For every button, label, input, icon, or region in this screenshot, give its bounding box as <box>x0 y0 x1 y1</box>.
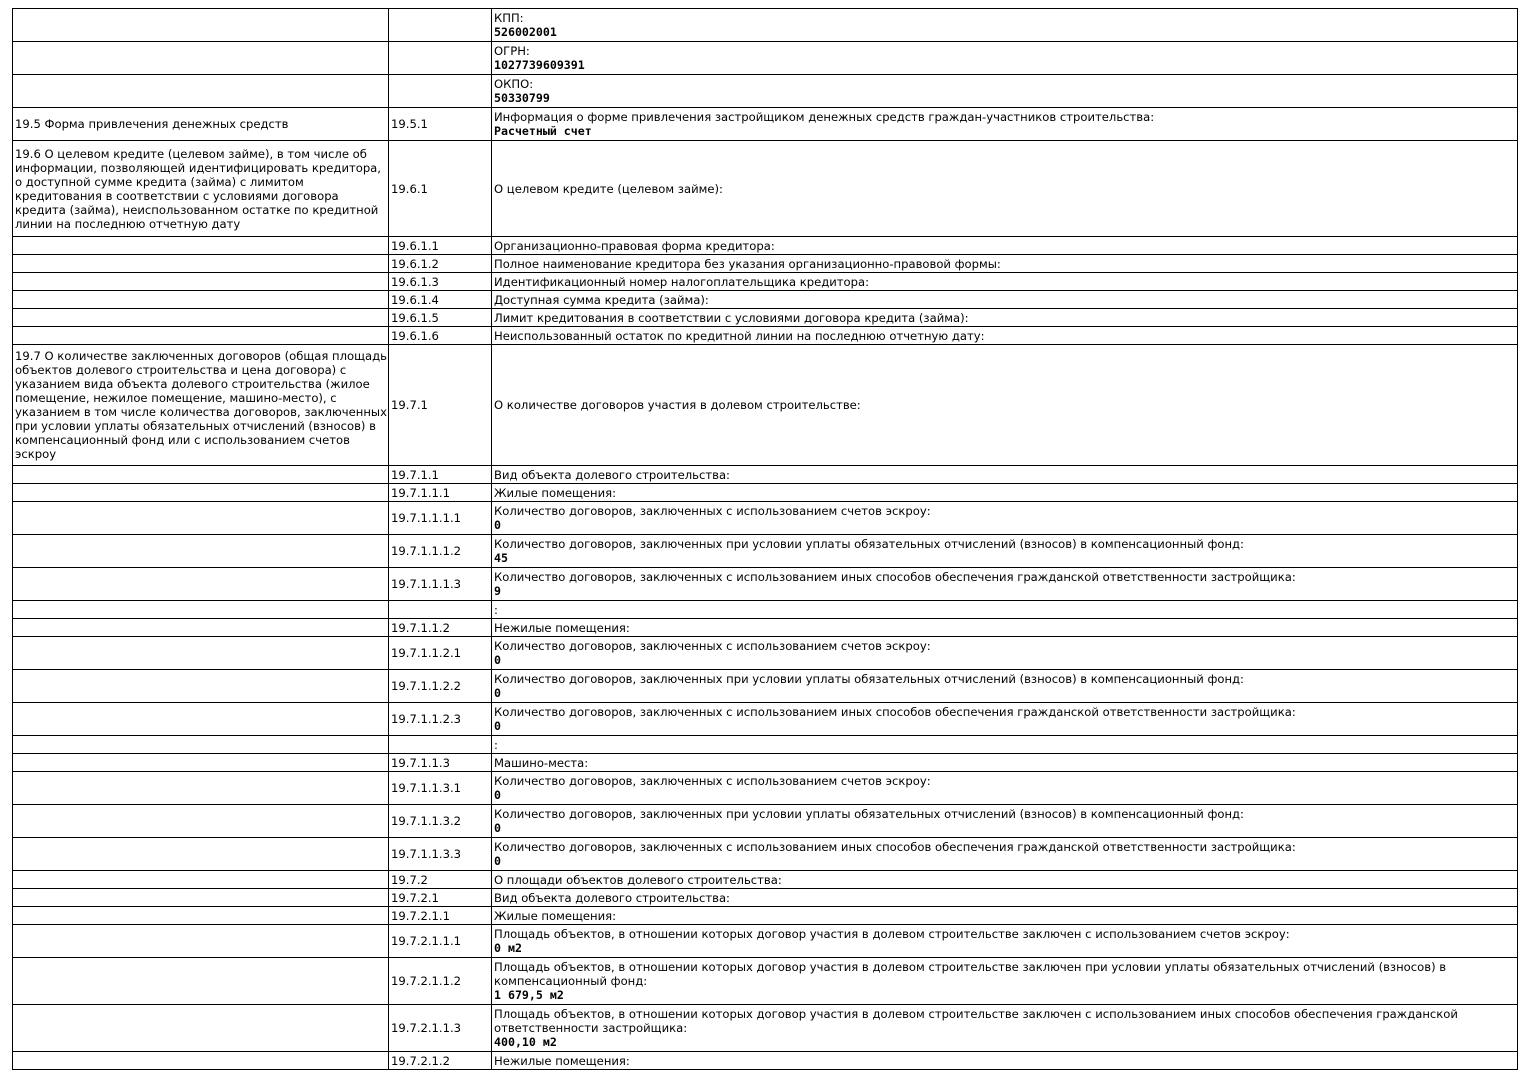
code-cell: 19.6.1.1 <box>389 237 492 255</box>
table-row <box>13 466 1518 484</box>
code-cell: 19.7.1.1.2.3 <box>389 703 492 736</box>
field-cell <box>492 466 1518 484</box>
code-cell: 19.6.1.3 <box>389 273 492 291</box>
table-row <box>13 838 1518 871</box>
field-cell <box>492 345 1518 466</box>
table-row <box>13 291 1518 309</box>
code-cell: 19.6.1.4 <box>389 291 492 309</box>
section-cell <box>13 75 389 108</box>
field-cell <box>492 754 1518 772</box>
table-row <box>13 327 1518 345</box>
code-cell: 19.7.1.1.3 <box>389 754 492 772</box>
field-label: Площадь объектов, в отношении которых договор участия в долевом строительстве заключен с использованием иных способов обеспечения гражданской ответственности застройщика: <box>494 1007 1458 1035</box>
field-cell <box>492 805 1518 838</box>
field-cell <box>492 568 1518 601</box>
field-cell <box>492 484 1518 502</box>
field-label: Информация о форме привлечения застройщиком денежных средств граждан-участников строительства: <box>494 110 1155 124</box>
field-value: 9 <box>494 584 501 598</box>
table-row <box>13 345 1518 466</box>
section-cell <box>13 309 389 327</box>
section-cell <box>13 754 389 772</box>
code-cell <box>389 736 492 754</box>
field-cell <box>492 535 1518 568</box>
section-cell <box>13 1005 389 1052</box>
field-value: 45 <box>494 551 508 565</box>
field-value: 0 <box>494 653 501 667</box>
field-label: Площадь объектов, в отношении которых договор участия в долевом строительстве заключен при условии уплаты обязательных отчислений (взносов) в компенсационный фонд: <box>494 960 1447 988</box>
field-cell <box>492 502 1518 535</box>
field-label: Площадь объектов, в отношении которых договор участия в долевом строительстве заключен с использованием счетов эскроу: <box>494 927 1290 941</box>
section-cell <box>13 568 389 601</box>
table-row <box>13 958 1518 1005</box>
table-row <box>13 141 1518 237</box>
field-value: 0 <box>494 854 501 868</box>
field-value: 1 679,5 м2 <box>494 988 564 1002</box>
code-cell: 19.7.1.1.3.3 <box>389 838 492 871</box>
table-row <box>13 255 1518 273</box>
field-label: Количество договоров, заключенных с использованием счетов эскроу: <box>494 774 931 788</box>
field-cell <box>492 925 1518 958</box>
table-body <box>13 9 1518 1070</box>
section-cell <box>13 736 389 754</box>
field-cell <box>492 601 1518 619</box>
table-row <box>13 237 1518 255</box>
field-label: Жилые помещения: <box>494 908 617 923</box>
field-cell <box>492 309 1518 327</box>
table-row <box>13 75 1518 108</box>
section-cell <box>13 273 389 291</box>
field-label: Количество договоров, заключенных при условии уплаты обязательных отчислений (взносов) в компенсационный фонд: <box>494 807 1244 821</box>
code-cell: 19.7.1 <box>389 345 492 466</box>
section-cell <box>13 925 389 958</box>
section-cell <box>13 805 389 838</box>
field-label: Количество договоров, заключенных с использованием счетов эскроу: <box>494 504 931 518</box>
field-label: Жилые помещения: <box>494 485 617 500</box>
section-cell <box>13 703 389 736</box>
field-cell <box>492 1005 1518 1052</box>
field-label: О количестве договоров участия в долевом строительстве: <box>494 398 861 412</box>
field-value: 0 <box>494 518 501 532</box>
table-row <box>13 619 1518 637</box>
field-value: 0 <box>494 686 501 700</box>
code-cell: 19.7.1.1.1.1 <box>389 502 492 535</box>
section-cell: 19.5 Форма привлечения денежных средств <box>13 108 389 141</box>
field-cell <box>492 108 1518 141</box>
table-row <box>13 1052 1518 1070</box>
field-label: Количество договоров, заключенных при условии уплаты обязательных отчислений (взносов) в компенсационный фонд: <box>494 537 1244 551</box>
field-value: 0 <box>494 788 501 802</box>
field-label: Количество договоров, заключенных с использованием счетов эскроу: <box>494 639 931 653</box>
field-cell <box>492 907 1518 925</box>
table-row <box>13 1005 1518 1052</box>
section-cell <box>13 255 389 273</box>
code-cell: 19.6.1.6 <box>389 327 492 345</box>
field-value: 400,10 м2 <box>494 1035 557 1049</box>
table-row <box>13 484 1518 502</box>
table-row <box>13 535 1518 568</box>
field-value: 0 <box>494 821 501 835</box>
section-cell <box>13 291 389 309</box>
disclosure-table <box>12 8 1518 1070</box>
field-value: Расчетный счет <box>494 124 592 138</box>
code-cell: 19.6.1.5 <box>389 309 492 327</box>
field-cell <box>492 703 1518 736</box>
section-cell: 19.6 О целевом кредите (целевом займе), в том числе об информации, позволяющей идентифицировать кредитора, о доступной сумме кредита (займа) с лимитом кредитования в соответствии с условиями договора кредита (займа), неиспользованном остатке по кредитной линии на последнюю отчетную дату <box>13 141 389 237</box>
code-cell: 19.7.2.1.1.1 <box>389 925 492 958</box>
field-cell <box>492 42 1518 75</box>
section-cell <box>13 670 389 703</box>
code-cell <box>389 9 492 42</box>
section-cell <box>13 237 389 255</box>
field-label: Доступная сумма кредита (займа): <box>494 292 709 307</box>
table-row <box>13 871 1518 889</box>
code-cell: 19.7.2.1 <box>389 889 492 907</box>
section-cell <box>13 42 389 75</box>
code-cell: 19.7.2.1.1.3 <box>389 1005 492 1052</box>
section-cell <box>13 502 389 535</box>
field-cell <box>492 255 1518 273</box>
table-row <box>13 273 1518 291</box>
field-cell <box>492 327 1518 345</box>
field-cell <box>492 291 1518 309</box>
code-cell: 19.6.1.2 <box>389 255 492 273</box>
section-cell <box>13 484 389 502</box>
section-cell <box>13 637 389 670</box>
code-cell: 19.7.1.1.3.2 <box>389 805 492 838</box>
table-row <box>13 108 1518 141</box>
section-cell <box>13 958 389 1005</box>
table-row <box>13 736 1518 754</box>
table-row <box>13 805 1518 838</box>
code-cell: 19.5.1 <box>389 108 492 141</box>
code-cell: 19.7.1.1.2 <box>389 619 492 637</box>
field-cell <box>492 619 1518 637</box>
field-label: ОГРН: <box>494 44 530 58</box>
field-label: О площади объектов долевого строительства: <box>494 872 782 887</box>
field-label: Машино-места: <box>494 755 589 770</box>
section-cell <box>13 466 389 484</box>
field-label: Количество договоров, заключенных с использованием иных способов обеспечения гражданской ответственности застройщика: <box>494 840 1296 854</box>
section-cell <box>13 327 389 345</box>
field-cell <box>492 1052 1518 1070</box>
code-cell: 19.7.2.1.2 <box>389 1052 492 1070</box>
field-cell <box>492 141 1518 237</box>
field-label: Вид объекта долевого строительства: <box>494 467 730 482</box>
section-cell <box>13 619 389 637</box>
field-cell <box>492 871 1518 889</box>
table-row <box>13 601 1518 619</box>
field-label: Полное наименование кредитора без указания организационно-правовой формы: <box>494 256 1001 271</box>
field-cell <box>492 958 1518 1005</box>
section-cell <box>13 1052 389 1070</box>
code-cell: 19.7.2.1.1 <box>389 907 492 925</box>
code-cell: 19.7.1.1.1 <box>389 484 492 502</box>
section-cell <box>13 9 389 42</box>
code-cell <box>389 42 492 75</box>
code-cell: 19.7.1.1.2.2 <box>389 670 492 703</box>
field-label: Организационно-правовая форма кредитора: <box>494 238 775 253</box>
code-cell: 19.7.1.1.3.1 <box>389 772 492 805</box>
table-row <box>13 754 1518 772</box>
section-cell: 19.7 О количестве заключенных договоров (общая площадь объектов долевого строительства и цена договора) с указанием вида объекта долевого строительства (жилое помещение, нежилое помещение, машино-место), с указанием в том числе количества договоров, заключенных при условии уплаты обязательных отчислений (взносов) в компенсационный фонд или с использованием счетов эскроу <box>13 345 389 466</box>
field-cell <box>492 9 1518 42</box>
field-value: 1027739609391 <box>494 58 585 72</box>
field-label: : <box>494 602 498 617</box>
code-cell: 19.7.1.1 <box>389 466 492 484</box>
field-value: 526002001 <box>494 25 557 39</box>
table-row <box>13 907 1518 925</box>
field-value: 50330799 <box>494 91 550 105</box>
field-label: КПП: <box>494 11 524 25</box>
code-cell <box>389 601 492 619</box>
table-row <box>13 670 1518 703</box>
field-label: О целевом кредите (целевом займе): <box>494 181 723 196</box>
section-cell <box>13 601 389 619</box>
field-label: Нежилые помещения: <box>494 620 630 635</box>
field-label: Вид объекта долевого строительства: <box>494 890 730 905</box>
table-row <box>13 502 1518 535</box>
table-row <box>13 772 1518 805</box>
field-label: Нежилые помещения: <box>494 1053 630 1068</box>
table-row <box>13 925 1518 958</box>
field-cell <box>492 237 1518 255</box>
field-cell <box>492 637 1518 670</box>
code-cell: 19.7.2.1.1.2 <box>389 958 492 1005</box>
table-row <box>13 889 1518 907</box>
field-label: : <box>494 737 498 752</box>
field-cell <box>492 889 1518 907</box>
field-cell <box>492 736 1518 754</box>
section-cell <box>13 907 389 925</box>
code-cell: 19.7.1.1.1.3 <box>389 568 492 601</box>
field-label: Количество договоров, заключенных с использованием иных способов обеспечения гражданской ответственности застройщика: <box>494 570 1296 584</box>
field-label: Неиспользованный остаток по кредитной линии на последнюю отчетную дату: <box>494 328 985 343</box>
code-cell: 19.6.1 <box>389 141 492 237</box>
field-value: 0 м2 <box>494 941 522 955</box>
code-cell: 19.7.1.1.1.2 <box>389 535 492 568</box>
table-row <box>13 637 1518 670</box>
field-value: 0 <box>494 719 501 733</box>
code-cell: 19.7.1.1.2.1 <box>389 637 492 670</box>
table-row <box>13 568 1518 601</box>
section-cell <box>13 535 389 568</box>
field-cell <box>492 75 1518 108</box>
section-cell <box>13 889 389 907</box>
field-cell <box>492 273 1518 291</box>
code-cell: 19.7.2 <box>389 871 492 889</box>
table-row <box>13 703 1518 736</box>
field-cell <box>492 838 1518 871</box>
table-row <box>13 309 1518 327</box>
field-label: Лимит кредитования в соответствии с условиями договора кредита (займа): <box>494 310 969 325</box>
field-label: Количество договоров, заключенных при условии уплаты обязательных отчислений (взносов) в компенсационный фонд: <box>494 672 1244 686</box>
table-row <box>13 42 1518 75</box>
section-cell <box>13 838 389 871</box>
field-label: Идентификационный номер налогоплательщика кредитора: <box>494 274 870 289</box>
code-cell <box>389 75 492 108</box>
field-cell <box>492 670 1518 703</box>
section-cell <box>13 871 389 889</box>
table-row <box>13 9 1518 42</box>
field-cell <box>492 772 1518 805</box>
field-label: ОКПО: <box>494 77 534 91</box>
field-label: Количество договоров, заключенных с использованием иных способов обеспечения гражданской ответственности застройщика: <box>494 705 1296 719</box>
section-cell <box>13 772 389 805</box>
